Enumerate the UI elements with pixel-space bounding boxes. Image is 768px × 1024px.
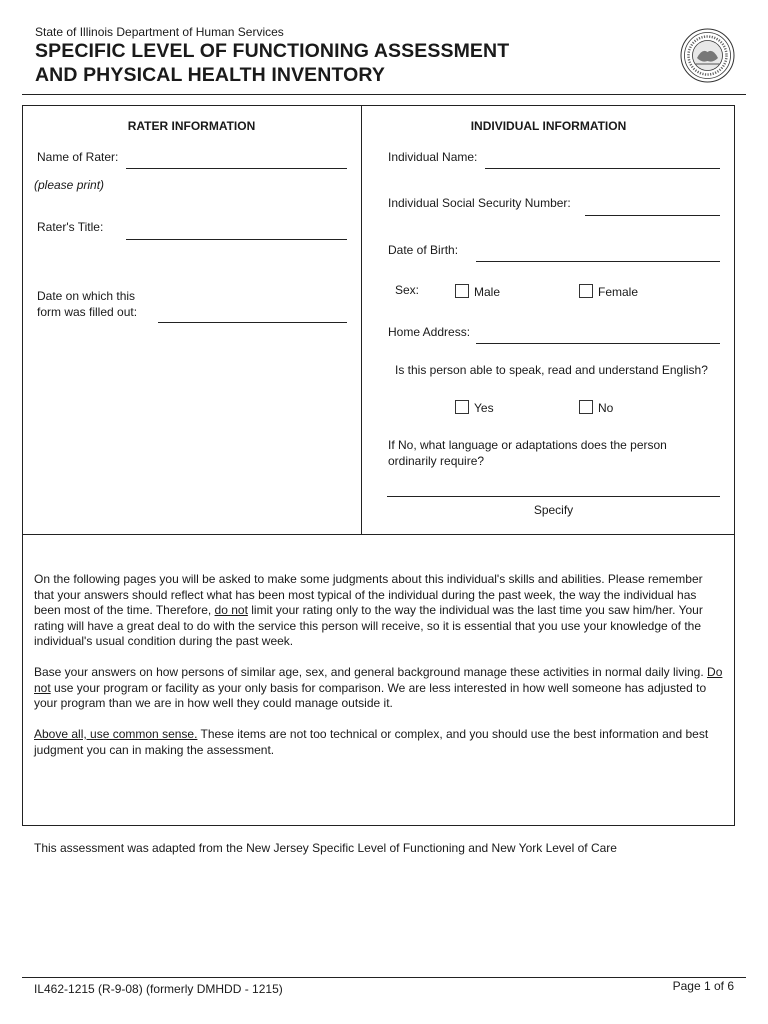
agency-name: State of Illinois Department of Human Services <box>35 25 284 39</box>
rater-title-field[interactable] <box>126 239 347 240</box>
english-no-checkbox[interactable] <box>579 400 593 414</box>
male-checkbox[interactable] <box>455 284 469 298</box>
sex-label: Sex: <box>395 283 420 297</box>
home-address-field[interactable] <box>476 343 720 344</box>
date-filled-label <box>37 288 137 320</box>
p1-text-b: limit your rating only to the way the individual was the last time you saw him/her. Your rating will have a great deal to do with the service this person will receive, so it is essential that you use your knowledge of the individual's usual condition during the past week. <box>34 603 703 648</box>
specify-label: Specify <box>533 503 574 517</box>
p2-underlined: Do not <box>34 665 723 695</box>
english-no-label: No <box>598 401 614 415</box>
rater-heading: RATER INFORMATION <box>127 119 256 133</box>
instructions-paragraph-3 <box>34 727 724 758</box>
english-question: Is this person able to speak, read and understand English? <box>395 363 708 377</box>
p1-text-a: On the following pages you will be asked to make some judgments about this individual's skills and abilities. Please remember that your answers should reflect what has been most typical of the individual during the past week, the way the individual has been most of the time. Therefore, <box>34 572 703 617</box>
p3-underlined: Above all, use common sense. <box>34 727 198 741</box>
date-filled-field[interactable] <box>158 322 347 323</box>
ssn-label: Individual Social Security Number: <box>388 196 571 210</box>
form-title-line1: SPECIFIC LEVEL OF FUNCTIONING ASSESSMENT <box>35 40 510 62</box>
rater-title-label: Rater's Title: <box>37 220 104 234</box>
please-print-note: (please print) <box>34 178 105 192</box>
english-yes-checkbox[interactable] <box>455 400 469 414</box>
english-yes-label: Yes <box>474 401 494 415</box>
specify-field[interactable] <box>387 496 720 497</box>
adapted-note: This assessment was adapted from the New Jersey Specific Level of Functioning and New York Level of Care <box>34 841 617 855</box>
language-question-line1: If No, what language or adaptations does the person <box>388 438 667 452</box>
ssn-field[interactable] <box>585 215 720 216</box>
form-title <box>35 39 509 87</box>
home-address-label: Home Address: <box>388 325 471 339</box>
rater-name-field[interactable] <box>126 168 347 169</box>
instructions-paragraph-1 <box>34 572 724 650</box>
female-label: Female <box>598 285 639 299</box>
date-filled-label-line2: form was filled out: <box>37 305 138 319</box>
p2-text-b: use your program or facility as your only basis for comparison. We are less interested in how well someone has adjusted to your program than we are in how well they could manage outside it. <box>34 680 707 710</box>
form-title-line2: AND PHYSICAL HEALTH INVENTORY <box>35 64 385 86</box>
language-question <box>388 437 667 469</box>
individual-heading: INDIVIDUAL INFORMATION <box>470 119 627 133</box>
individual-name-field[interactable] <box>485 168 720 169</box>
male-label: Male <box>474 285 501 299</box>
p2-text-a: Base your answers on how persons of similar age, sex, and general background manage these activities in normal daily living. <box>34 665 708 679</box>
language-question-line2: ordinarily require? <box>388 454 485 468</box>
form-id: IL462-1215 (R-9-08) (formerly DMHDD - 1215) <box>34 982 283 996</box>
page-number: Page 1 of 6 <box>672 979 734 993</box>
state-seal-icon <box>680 28 735 83</box>
header-rule <box>22 94 746 95</box>
rater-name-label: Name of Rater: <box>37 150 119 164</box>
footer-rule <box>22 977 746 978</box>
date-filled-label-line1: Date on which this <box>37 289 136 303</box>
instructions-paragraph-2 <box>34 665 724 712</box>
info-box <box>22 105 735 535</box>
p1-underlined: do not <box>214 603 248 617</box>
individual-name-label: Individual Name: <box>388 150 478 164</box>
dob-field[interactable] <box>476 261 720 262</box>
p3-text-b: These items are not too technical or complex, and you should use the best information and best judgment you can in making the assessment. <box>34 727 709 757</box>
female-checkbox[interactable] <box>579 284 593 298</box>
dob-label: Date of Birth: <box>388 243 459 257</box>
column-divider <box>361 106 362 534</box>
